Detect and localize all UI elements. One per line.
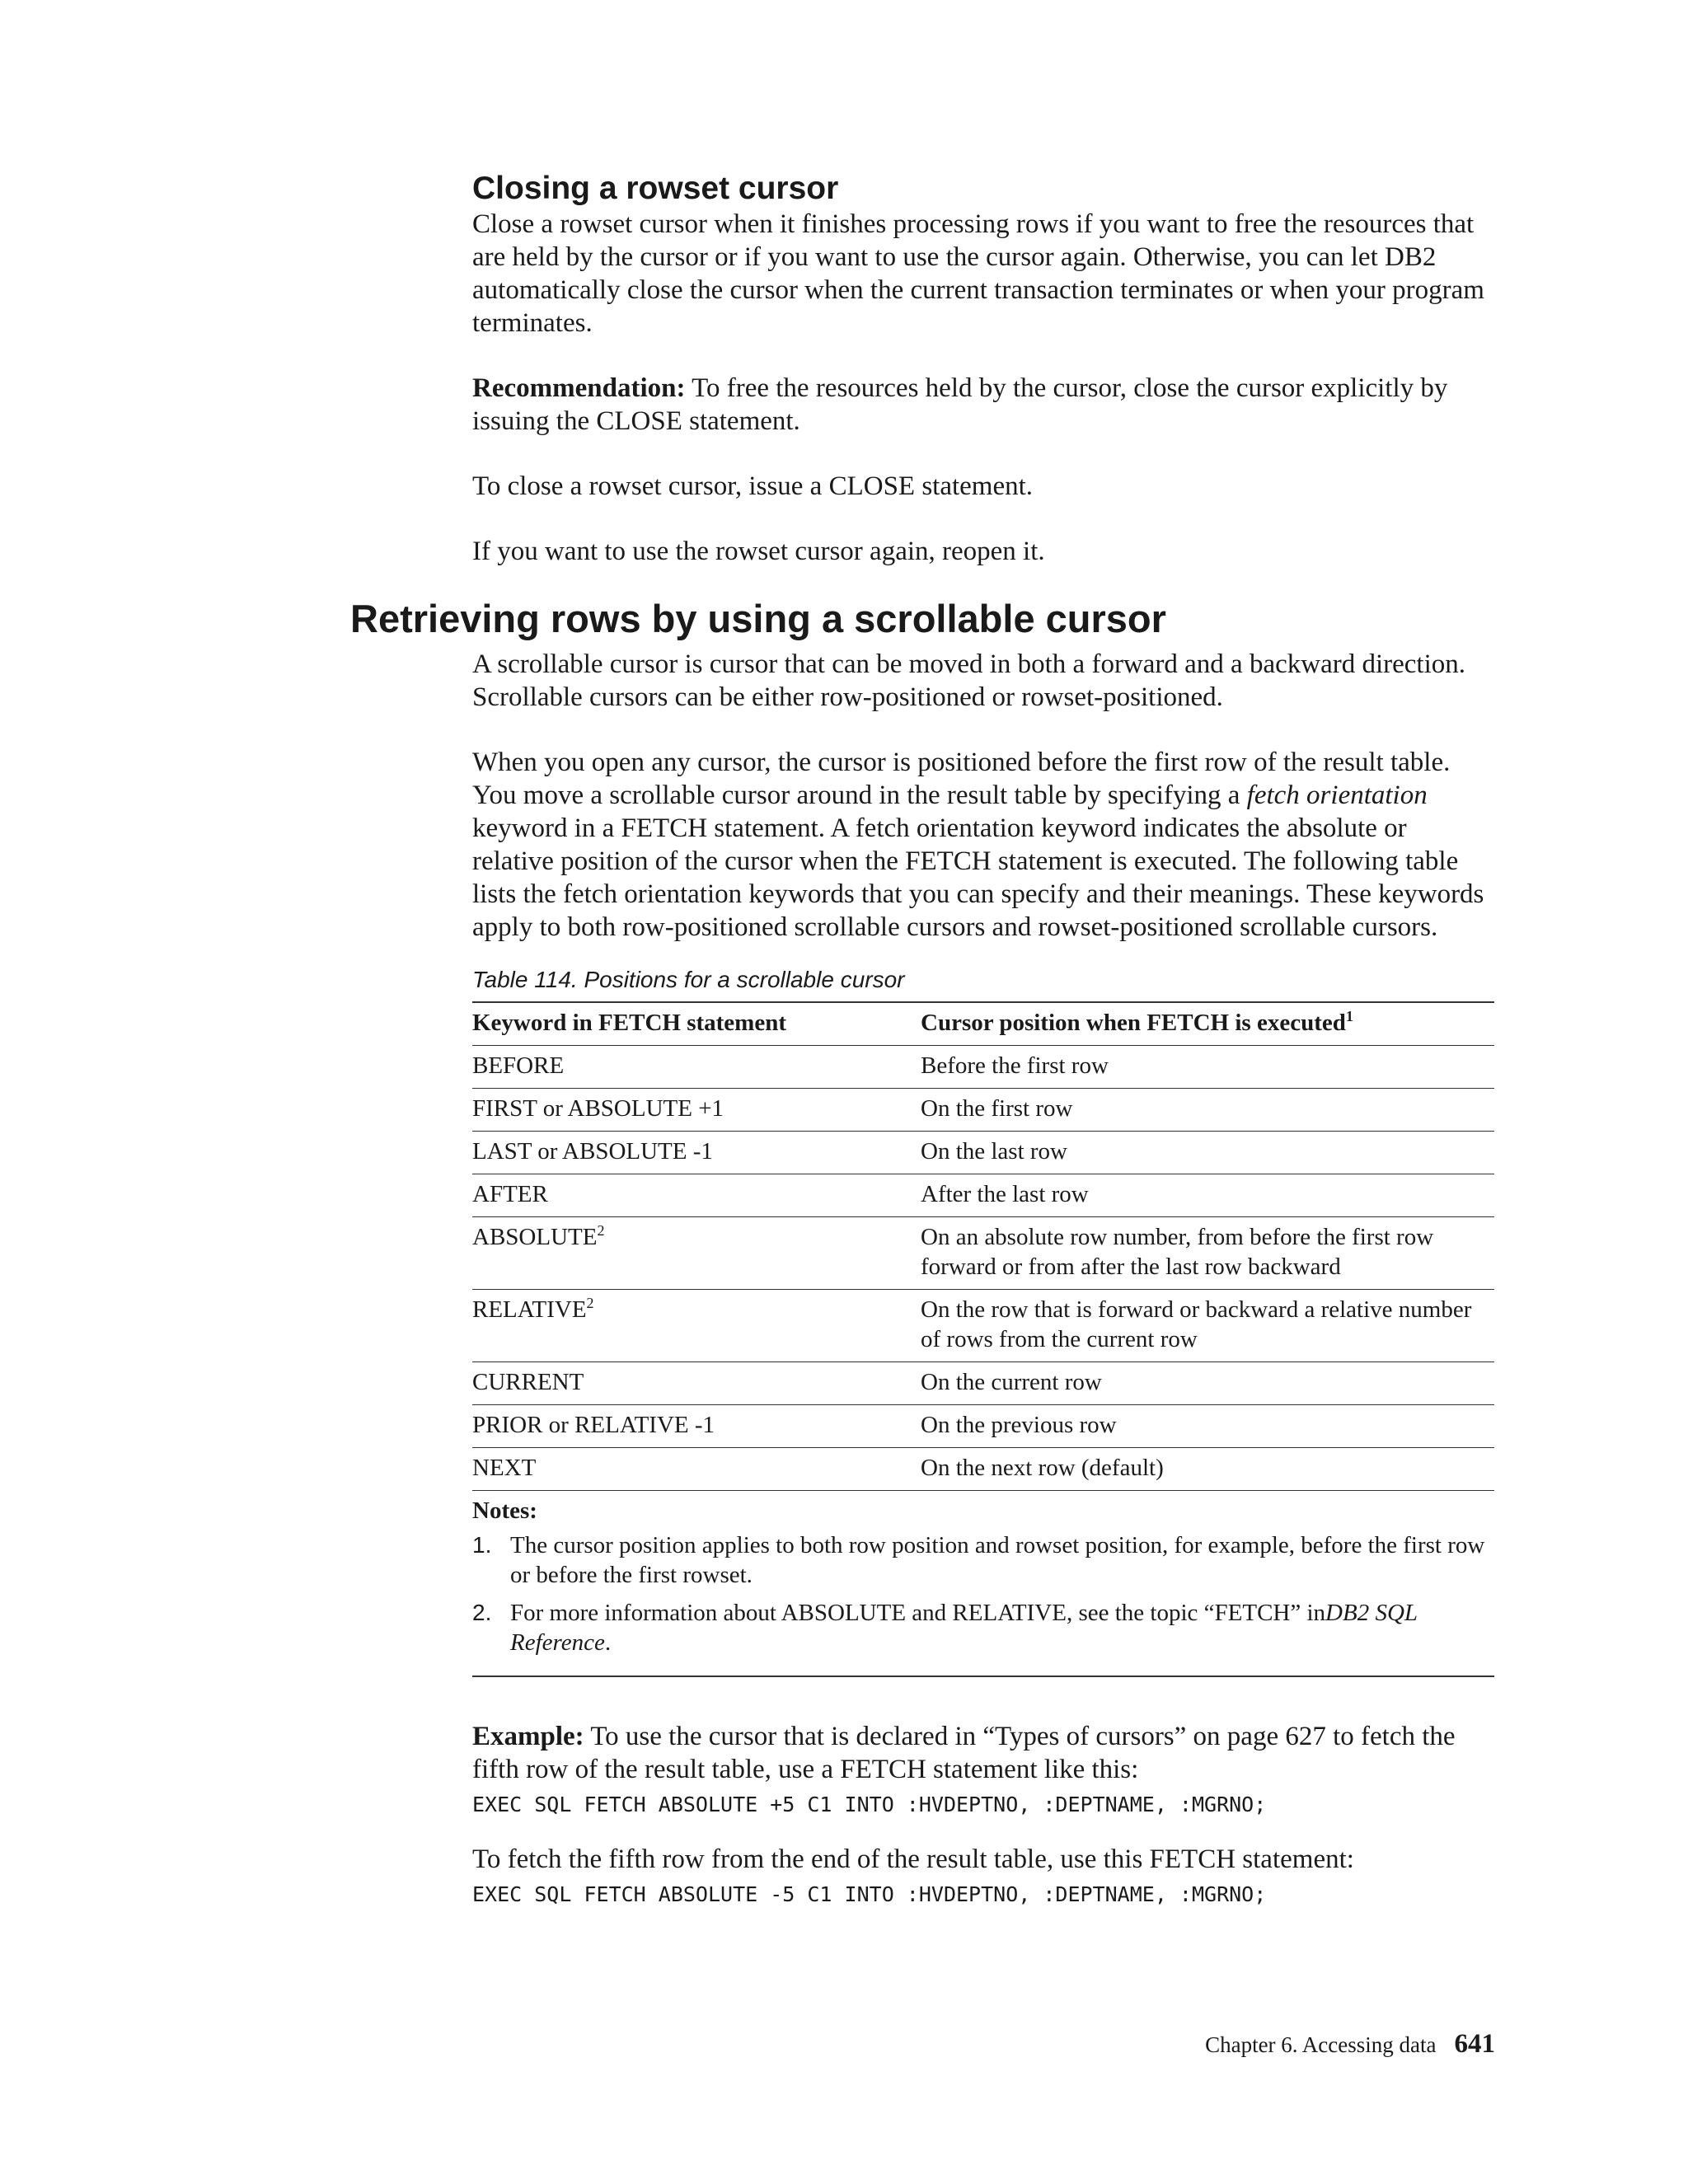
example-text: To use the cursor that is declared in “Types of cursors” on page 627 to fetch the fifth row of the result table, use a FETCH statement like this: [472, 1722, 1456, 1784]
keyword-text: BEFORE [472, 1052, 565, 1079]
note-text: For more information about ABSOLUTE and RELATIVE, see the topic “FETCH” in [510, 1600, 1326, 1626]
table-row [472, 1089, 1494, 1132]
table-caption: Table 114. Positions for a scrollable cursor [472, 967, 905, 992]
cell-position: After the last row [921, 1174, 1494, 1217]
cell-keyword [472, 1089, 921, 1132]
table-row [472, 1290, 1494, 1362]
cell-position: On the first row [921, 1089, 1494, 1132]
text-span: keyword in a FETCH statement. A fetch orientation keyword indicates the absolute or relative position of the cursor when the FETCH statement is executed. The following table lists the fetch orientation keywords that you can specify and their meanings. These keywords apply to both row-positioned scrollable cursors and rowset-positioned scrollable cursors. [472, 813, 1484, 942]
table-body [472, 1046, 1494, 1491]
cell-keyword [472, 1132, 921, 1174]
cell-keyword [472, 1174, 921, 1217]
keyword-text: FIRST or ABSOLUTE +1 [472, 1095, 724, 1122]
section-heading: Closing a rowset cursor [472, 171, 839, 206]
column-header-position [921, 1002, 1494, 1046]
keyword-text: CURRENT [472, 1369, 584, 1395]
note-text: The cursor position applies to both row position and rowset position, for example, before the first row or before the first rowset. [510, 1532, 1485, 1588]
note-text: . [604, 1629, 612, 1656]
table-row [472, 1362, 1494, 1405]
section-scrollable-cursor [472, 648, 1494, 1909]
table-header-row [472, 1002, 1494, 1046]
cell-position: Before the first row [921, 1046, 1494, 1089]
table-notes [472, 1491, 1494, 1677]
cell-keyword [472, 1362, 921, 1405]
note-number: 2. [472, 1600, 492, 1625]
keyword-text: LAST or ABSOLUTE -1 [472, 1138, 713, 1165]
header-text: Cursor position when FETCH is executed [921, 1010, 1346, 1036]
cell-position: On the previous row [921, 1405, 1494, 1448]
footnote-ref: 2 [597, 1222, 605, 1239]
keyword-text: NEXT [472, 1455, 537, 1481]
table-row [472, 1405, 1494, 1448]
positions-table [472, 1001, 1494, 1491]
cell-position: On the last row [921, 1132, 1494, 1174]
cell-position: On the next row (default) [921, 1448, 1494, 1491]
cell-position: On an absolute row number, from before the first row forward or from after the last row backward [921, 1217, 1494, 1290]
table-row [472, 1046, 1494, 1089]
reference-title: DB2 SQL Reference [510, 1600, 1418, 1656]
cell-keyword [472, 1448, 921, 1491]
paragraph: To fetch the fifth row from the end of the result table, use this FETCH statement: [472, 1844, 1354, 1874]
text-span: When you open any cursor, the cursor is positioned before the first row of the result table. You move a scrollable cursor around in the result table by specifying a [472, 748, 1451, 810]
cell-position: On the current row [921, 1362, 1494, 1405]
note-number: 1. [472, 1532, 492, 1558]
recommendation-label: Recommendation: [472, 373, 686, 403]
keyword-text: PRIOR or RELATIVE -1 [472, 1412, 715, 1438]
example-paragraph [472, 1720, 1494, 1786]
cell-keyword [472, 1405, 921, 1448]
note-item [472, 1598, 1494, 1657]
cell-keyword [472, 1046, 921, 1089]
table-row [472, 1174, 1494, 1217]
paragraph-fetch-orientation [472, 746, 1494, 944]
keyword-text: AFTER [472, 1181, 548, 1207]
keyword-text: ABSOLUTE [472, 1224, 598, 1250]
paragraph: Close a rowset cursor when it finishes processing rows if you want to free the resources that are held by the cursor or if you want to use the cursor again. Otherwise, you can let DB2 automatically close the cursor when the current transaction terminates or when your program terminates. [472, 209, 1484, 338]
footnote-ref: 1 [1345, 1008, 1353, 1024]
chapter-title: Chapter 6. Accessing data [1205, 2032, 1437, 2057]
recommendation-text: To free the resources held by the cursor, close the cursor explicitly by issuing the CLOSE statement. [472, 373, 1448, 436]
keyword-text: RELATIVE [472, 1296, 587, 1323]
table-row [472, 1132, 1494, 1174]
page-number: 641 [1454, 2029, 1495, 2059]
section-heading-scrollable: Retrieving rows by using a scrollable cursor [350, 597, 1166, 640]
note-item [472, 1530, 1494, 1590]
paragraph: To close a rowset cursor, issue a CLOSE statement. [472, 471, 1034, 501]
paragraph: If you want to use the rowset cursor again, reopen it. [472, 537, 1045, 566]
column-header-keyword: Keyword in FETCH statement [472, 1002, 921, 1046]
page-footer [1165, 2029, 1495, 2060]
italic-term: fetch orientation [1246, 780, 1428, 810]
table-row [472, 1217, 1494, 1290]
cell-keyword [472, 1217, 921, 1290]
notes-heading: Notes: [472, 1497, 537, 1524]
code-example-1: EXEC SQL FETCH ABSOLUTE +5 C1 INTO :HVDEPTNO, :DEPTNAME, :MGRNO; [472, 1793, 1267, 1816]
example-label: Example: [472, 1722, 584, 1751]
footnote-ref: 2 [586, 1295, 594, 1311]
section-closing-rowset-cursor [472, 170, 1494, 568]
recommendation-paragraph [472, 372, 1494, 438]
cell-keyword [472, 1290, 921, 1362]
paragraph: A scrollable cursor is cursor that can be moved in both a forward and a backward direction. Scrollable cursors can be either row-positioned or rowset-positioned. [472, 649, 1465, 712]
table-row [472, 1448, 1494, 1491]
code-example-2: EXEC SQL FETCH ABSOLUTE -5 C1 INTO :HVDEPTNO, :DEPTNAME, :MGRNO; [472, 1882, 1267, 1906]
cell-position: On the row that is forward or backward a relative number of rows from the current row [921, 1290, 1494, 1362]
